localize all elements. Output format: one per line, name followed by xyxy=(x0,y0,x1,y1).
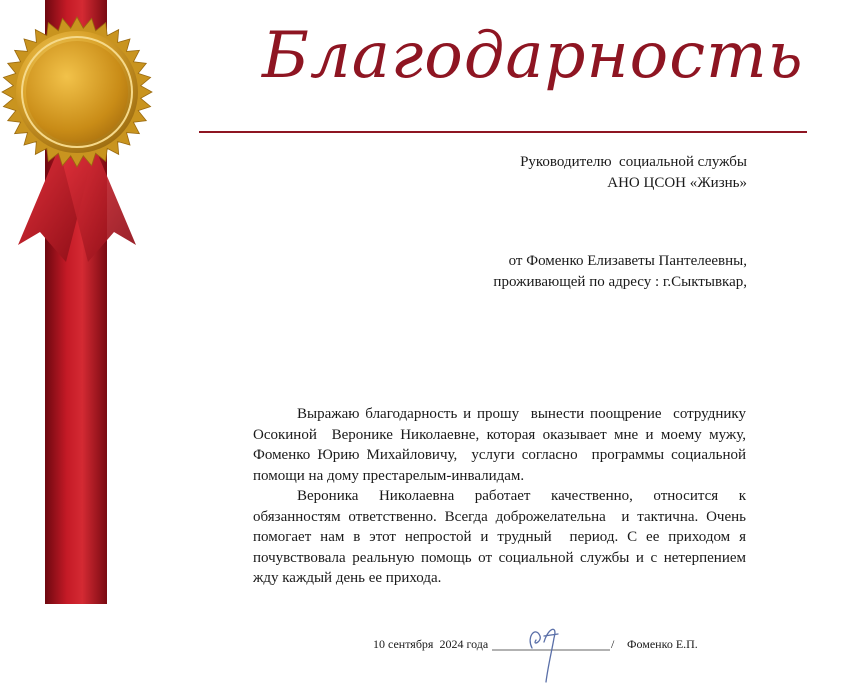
letter-date: 10 сентября 2024 года xyxy=(373,637,489,651)
signature-slash: / xyxy=(611,637,615,651)
sender-line-2: проживающей по адресу : г.Сыктывкар, xyxy=(493,274,747,290)
sender-line-1: от Фоменко Елизаветы Пантелеевны, xyxy=(508,253,747,269)
recipient-block xyxy=(347,152,747,194)
award-ribbon-seal-icon xyxy=(0,0,180,620)
signature-icon xyxy=(492,622,622,692)
letter-body xyxy=(253,404,750,589)
signer-name: Фоменко Е.П. xyxy=(627,637,698,651)
letter-paragraph-1: Выражаю благодарность и прошу вынести поощрение сотруднику Осокиной Веронике Николаевне, которая оказывает мне и моему мужу, Фоменко Юрию Михайловичу, услуги согласно программы социальной помощи на дому престарелым-инвалидам. xyxy=(253,406,750,484)
title-divider xyxy=(199,131,807,133)
letter-paragraph-2: Вероника Николаевна работает качественно, относится к обязанностям ответственно. Всегда доброжелательна и тактична. Очень помогает нам в этот непростой и трудный период. С ее приходом я почувствовала реальную помощь от социальной службы и с нетерпением жду каждый день ее прихода. xyxy=(253,488,750,586)
recipient-line-1: Руководителю социальной службы xyxy=(520,154,747,170)
recipient-line-2: АНО ЦСОН «Жизнь» xyxy=(607,175,747,191)
page-title: Благодарность xyxy=(262,19,804,93)
sender-block xyxy=(347,251,747,293)
